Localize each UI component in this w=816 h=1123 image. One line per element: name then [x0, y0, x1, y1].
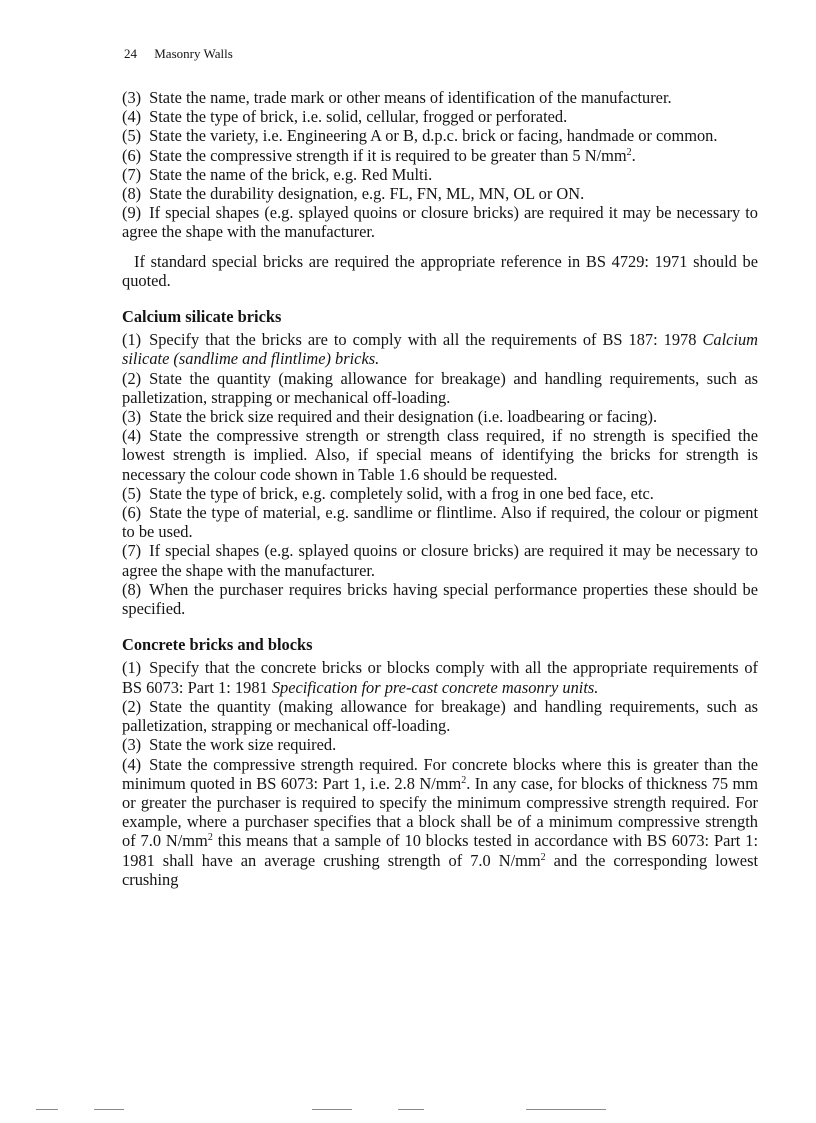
item-text: When the purchaser requires bricks having special performance properties these should be specified.: [122, 579, 758, 619]
section-heading-calcium: Calcium silicate bricks: [122, 307, 282, 327]
item-number: (7): [122, 541, 142, 561]
item-text: State the type of material, e.g. sandlime or flintlime. Also if required, the colour or pigment to be used.: [122, 503, 758, 542]
item-text: State the name of the brick, e.g. Red Multi.: [149, 164, 433, 184]
intro-item: [122, 203, 758, 241]
running-head-title: Masonry Walls: [154, 46, 233, 61]
item-text: Specify that the bricks are to comply with all the requirements of BS 187: 1978: [149, 330, 703, 350]
intro-item: [122, 165, 758, 184]
scan-mark: [94, 1109, 124, 1110]
item-number: (7): [122, 164, 142, 184]
item-number: (9): [122, 203, 142, 223]
item-number: (8): [122, 579, 142, 599]
item-text: State the type of brick, i.e. solid, cellular, frogged or perforated.: [149, 107, 568, 127]
item-text: State the compressive strength required. For concrete blocks where this is greater than the minimum quoted in BS 6073: Part 1, i.e. 2.8 N/mm: [122, 754, 758, 793]
standard-title: Calcium silicate (sandlime and flintlime) bricks.: [122, 330, 758, 369]
scan-edge-marks: [0, 1109, 816, 1111]
calcium-item: [122, 426, 758, 484]
item-text: State the brick size required and their designation (i.e. loadbearing or facing).: [149, 407, 658, 427]
item-text: If special shapes (e.g. splayed quoins or closure bricks) are required it may be necessary to agree the shape with the manufacturer.: [122, 541, 758, 580]
item-number: (3): [122, 88, 142, 107]
scan-mark: [312, 1109, 352, 1110]
item-text: State the name, trade mark or other means of identification of the manufacturer.: [149, 88, 672, 107]
page-number: 24: [124, 46, 137, 61]
item-text: If special shapes (e.g. splayed quoins or closure bricks) are required it may be necessary to agree the shape with the manufacturer.: [122, 203, 758, 242]
item-text: and the corresponding lowest crushing: [122, 850, 759, 889]
item-number: (2): [122, 368, 142, 388]
item-text: State the type of brick, e.g. completely solid, with a frog in one bed face, etc.: [149, 483, 654, 503]
superscript: 2: [540, 851, 546, 863]
item-number: (3): [122, 735, 142, 755]
item-number: (8): [122, 184, 142, 204]
item-number: (1): [122, 330, 142, 350]
item-number: (4): [122, 107, 142, 127]
intro-paragraph: If standard special bricks are required the appropriate reference in BS 4729: 1971 should be quoted.: [122, 251, 758, 290]
item-number: (1): [122, 658, 142, 678]
item-number: (3): [122, 407, 142, 427]
calcium-item: [122, 541, 758, 579]
item-number: (6): [122, 145, 142, 165]
calcium-item: [122, 369, 758, 407]
item-text: State the compressive strength if it is required to be greater than 5 N/mm: [149, 145, 627, 165]
section-heading-concrete: Concrete bricks and blocks: [122, 635, 313, 655]
item-number: (4): [122, 426, 142, 446]
item-text: State the quantity (making allowance for breakage) and handling requirements, such as palletization, strapping or mechanical off-loading.: [122, 368, 758, 407]
superscript: 2: [626, 146, 632, 158]
document-page: [122, 46, 758, 889]
item-text: State the work size required.: [149, 735, 337, 755]
item-number: (4): [122, 754, 142, 774]
item-text: this means that a sample of 10 blocks tested in accordance with BS 6073: Part 1: 1981 shall have an average crushing strength of 7.0 N/mm: [122, 831, 758, 870]
calcium-item: [122, 330, 758, 368]
concrete-item: [122, 658, 758, 696]
intro-item: [122, 184, 758, 203]
concrete-item: [122, 755, 758, 889]
scan-mark: [526, 1109, 606, 1110]
item-text: State the durability designation, e.g. FL, FN, ML, MN, OL or ON.: [149, 184, 585, 204]
running-head: [124, 46, 758, 62]
item-text: State the variety, i.e. Engineering A or B, d.p.c. brick or facing, handmade or common.: [149, 126, 718, 146]
item-number: (2): [122, 696, 142, 716]
intro-item: [122, 146, 758, 165]
intro-item: [122, 126, 758, 145]
scan-mark: [398, 1109, 424, 1110]
body-text: [122, 88, 758, 889]
item-text: State the compressive strength or strength class required, if no strength is specified the lowest strength is implied. Also, if special means of identifying the bricks for strength is necessary the colour code shown in Table 1.6 should be requested.: [122, 426, 758, 484]
calcium-item: [122, 580, 758, 618]
concrete-item: [122, 697, 758, 735]
calcium-item: [122, 503, 758, 541]
standard-title: Specification for pre-cast concrete masonry units.: [271, 677, 599, 697]
intro-item: [122, 107, 758, 126]
item-text: State the quantity (making allowance for breakage) and handling requirements, such as palletization, strapping or mechanical off-loading.: [122, 696, 758, 736]
superscript: 2: [461, 774, 467, 786]
item-text: . In any case, for blocks of thickness 75 mm or greater the purchaser is required to specify the minimum compressive strength required. For example, where a purchaser specifies that a block shall be of a minimum compressive strength of 7.0 N/mm: [122, 773, 759, 851]
intro-item: [122, 88, 758, 107]
calcium-item: [122, 407, 758, 426]
scan-mark: [36, 1109, 58, 1110]
item-number: (5): [122, 126, 142, 146]
calcium-item: [122, 484, 758, 503]
item-text-end: .: [631, 145, 636, 165]
superscript: 2: [207, 832, 213, 844]
item-text: Specify that the concrete bricks or blocks comply with all the appropriate requirements of BS 6073: Part 1: 1981: [122, 658, 758, 697]
item-number: (6): [122, 503, 142, 523]
item-number: (5): [122, 483, 142, 503]
concrete-item: [122, 735, 758, 754]
